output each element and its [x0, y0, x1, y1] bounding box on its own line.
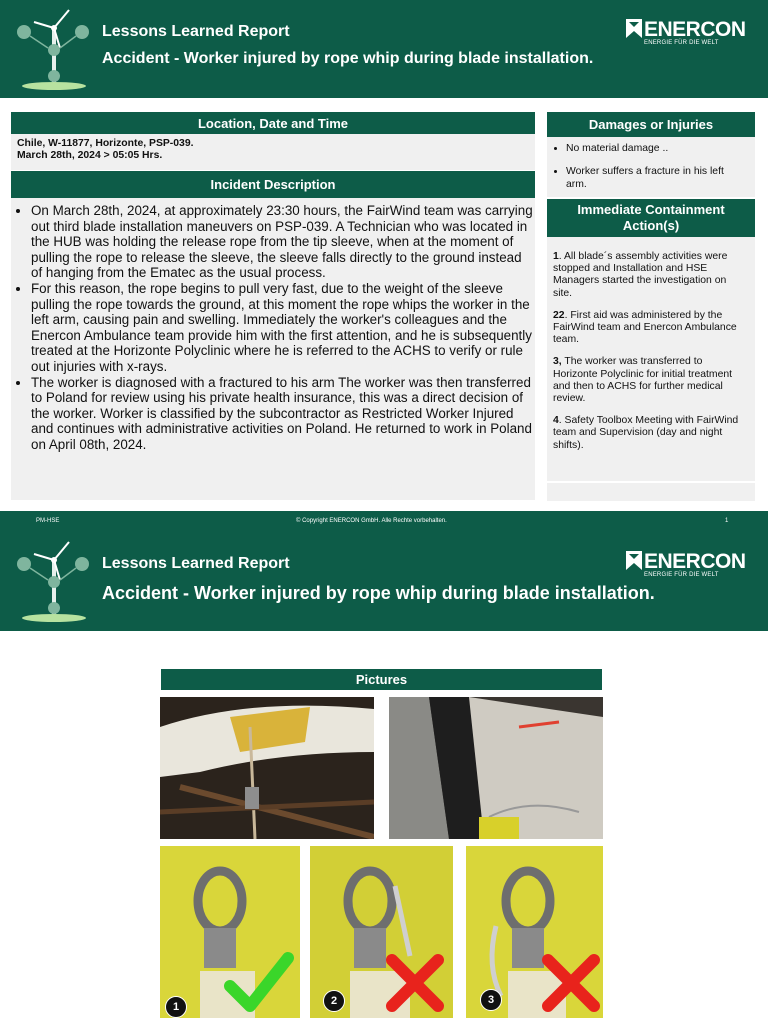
location-panel-title: Location, Date and Time — [11, 112, 535, 134]
hub-interior-photo — [389, 697, 603, 839]
enercon-logo — [626, 19, 746, 47]
action-item: 4. Safety Toolbox Meeting with FairWind team and Supervision (day and night shifts). — [553, 415, 739, 451]
shackle-number-badge: 3 — [480, 989, 502, 1011]
cross-mark-icon — [542, 954, 600, 1012]
damages-panel — [547, 137, 755, 197]
damages-list — [547, 137, 755, 191]
shackle-number-badge: 2 — [323, 990, 345, 1012]
incident-item: • For this reason, the rope begins to pull very fast, due to the weight of the sleeve pulling the rope towards the ground, at this moment the rope whips the worker in the left arm, causing pain and swelling. Immediately the worker's colleagues and the Enercon Ambulance team provide him with the first attention, and he is subsequently treated at the Horizonte Polyclinic where he is referred to the ACHS to verify or rule out injuries with x-rays. — [31, 281, 535, 375]
report-subject: Accident - Worker injured by rope whip during blade installation. — [102, 50, 594, 67]
wind-turbine-team-icon — [14, 538, 94, 622]
cross-mark-icon — [386, 954, 444, 1012]
incident-panel — [11, 198, 535, 500]
brand-tagline: ENERGIE FÜR DIE WELT — [644, 572, 719, 578]
location-line: Chile, W-11877, Horizonte, PSP-039. — [17, 138, 194, 149]
containment-panel — [547, 237, 755, 481]
second-banner — [0, 511, 768, 631]
damage-item: • No material damage .. — [566, 143, 745, 155]
date-time-line: March 28th, 2024 > 05:05 Hrs. — [17, 150, 163, 161]
location-panel — [11, 134, 535, 170]
report-label: Lessons Learned Report — [102, 555, 290, 572]
footer-page-number: 1 — [725, 518, 729, 524]
brand-name: ENERCON — [644, 18, 746, 41]
pictures-title: Pictures — [161, 669, 602, 690]
check-mark-icon — [224, 950, 294, 1016]
shackle-number-badge: 1 — [165, 996, 187, 1018]
footer-doc-code: PM-HSE — [36, 518, 60, 524]
action-item: 3, The worker was transferred to Horizonte Polyclinic for initial treatment and then to ACHS for further medical review. — [553, 356, 733, 405]
enercon-logo — [626, 551, 746, 579]
incident-item: • On March 28th, 2024, at approximately 23:30 hours, the FairWind team was carrying out third blade installation maneuvers on PSP-039. A Technician who was located in the HUB was holding the release rope from the tip sleeve, when at the moment of pulling the rope to release the sleeve, the sleeve falls directly to the ground instead of hanging from the Ematec as the usual process. — [31, 203, 535, 281]
action-item: 22. First aid was administered by the FairWind team and Enercon Ambulance team. — [553, 309, 737, 346]
damage-item: • Worker suffers a fracture in his left arm. — [566, 166, 745, 191]
report-label: Lessons Learned Report — [102, 23, 290, 40]
incident-item: • The worker is diagnosed with a fractured to his arm The worker was then transferred to Poland for review using his private health insurance, this was a direct decision of the worker. Worker is classified by the subcontractor as Restricted Worker Injured and continues with administrative activities on Poland. He returned to work in Poland on April 08th, 2024. — [31, 375, 535, 453]
shackle-photo-3 — [466, 846, 603, 1018]
enercon-symbol-icon — [626, 551, 642, 570]
wind-turbine-team-icon — [14, 6, 94, 90]
damages-panel-title: Damages or Injuries — [547, 112, 755, 137]
incident-panel-title: Incident Description — [11, 171, 535, 198]
action-item: 1. All blade´s assembly activities were stopped and Installation and HSE Managers started the investigation on site. — [553, 251, 728, 299]
shackle-photo-1 — [160, 846, 300, 1018]
containment-panel-title: Immediate Containment Action(s) — [547, 199, 755, 237]
containment-panel-footer — [547, 483, 755, 501]
shackle-photo-2 — [310, 846, 453, 1018]
brand-tagline: ENERGIE FÜR DIE WELT — [644, 40, 719, 46]
footer-copyright: © Copyright ENERCON GmbH. Alle Rechte vorbehalten. — [296, 518, 447, 524]
incident-list — [11, 198, 535, 453]
enercon-symbol-icon — [626, 19, 642, 38]
blade-sleeve-photo — [160, 697, 374, 839]
top-banner — [0, 0, 768, 98]
brand-name: ENERCON — [644, 550, 746, 573]
report-subject: Accident - Worker injured by rope whip during blade installation. — [102, 583, 655, 603]
